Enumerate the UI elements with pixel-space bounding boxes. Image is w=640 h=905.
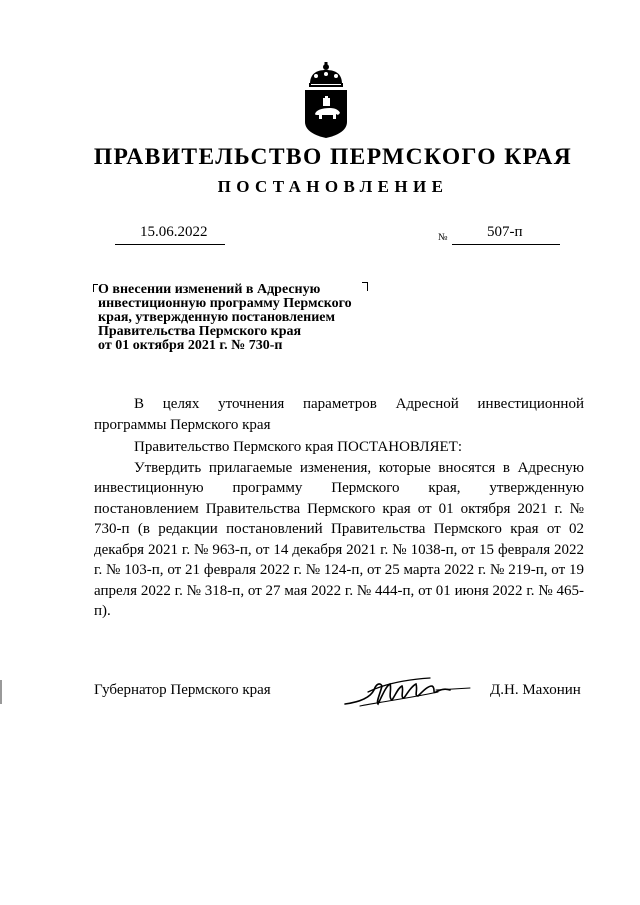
subject-line: от 01 октября 2021 г. № 730-п <box>98 338 283 353</box>
scan-edge-mark <box>0 680 2 704</box>
document-type-title: ПОСТАНОВЛЕНИЕ <box>217 177 449 196</box>
body-paragraph: Правительство Пермского края ПОСТАНОВЛЯЕТ: <box>134 439 463 455</box>
number-field <box>452 224 560 245</box>
body-paragraph: В целях уточнения параметров Адресной инвестиционной программы Пермского края <box>94 396 584 433</box>
body-paragraph: Утвердить прилагаемые изменения, которые вносятся в Адресную инвестиционную программу Пермского края, утвержденную постановлением Правительства Пермского края от 01 октября 2021 г. № 730-п (в редакции постановлений Правительства Пермского края от 02 декабря 2021 г. № 963-п, от 14 декабря 2021 г. № 1038-п, от 15 февраля 2022 г. № 103-п, от 21 февраля 2022 г. № 124-п, от 25 марта 2022 г. № 219-п, от 19 апреля 2022 г. № 318-п, от 27 мая 2022 г. № 444-п, от 01 июня 2022 г. № 465-п). <box>94 459 584 619</box>
document-number: 507-п <box>487 224 523 240</box>
subject-line: инвестиционную программу Пермского <box>98 296 352 311</box>
subject-line: края, утвержденную постановлением <box>98 310 336 325</box>
number-sign: № <box>438 232 448 243</box>
signer-position: Губернатор Пермского края <box>94 682 271 698</box>
subject-line: Правительства Пермского края <box>98 324 302 339</box>
date-field <box>115 224 225 245</box>
document-subject <box>98 283 352 353</box>
coat-of-arms-emblem <box>302 62 350 138</box>
document-body <box>94 394 584 622</box>
crown-icon <box>309 62 343 87</box>
government-title: ПРАВИТЕЛЬСТВО ПЕРМСКОГО КРАЯ <box>93 144 573 170</box>
subject-line: О внесении изменений в Адресную <box>98 282 321 297</box>
signer-name: Д.Н. Махонин <box>490 682 581 698</box>
handwritten-signature <box>340 672 475 712</box>
document-date: 15.06.2022 <box>140 224 208 240</box>
subject-corner-right <box>362 282 368 291</box>
